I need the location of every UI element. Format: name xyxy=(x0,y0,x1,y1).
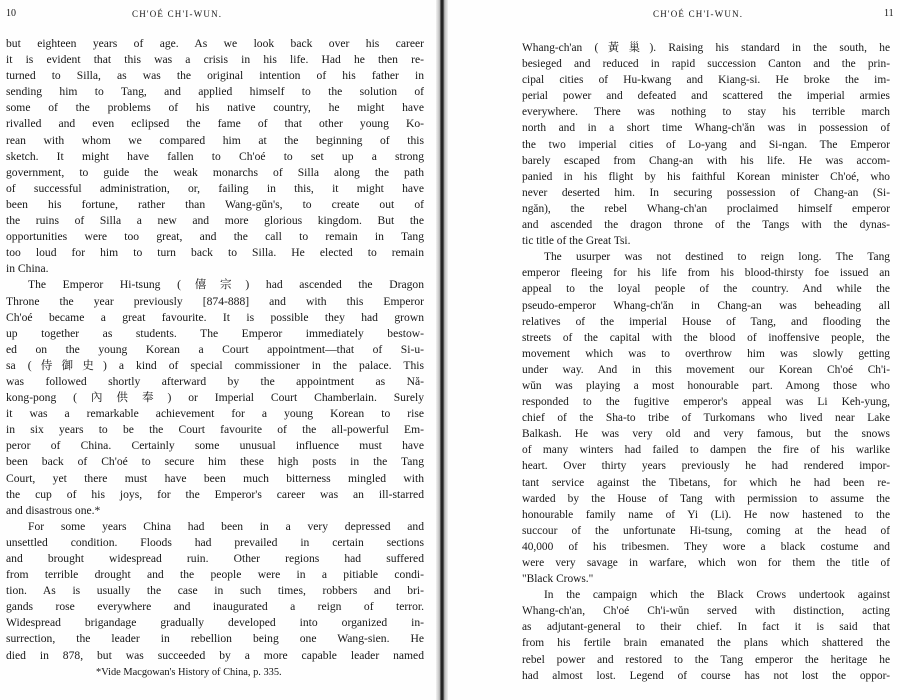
text-line: it was a remarkable achievement for a young Korean to rise xyxy=(6,407,424,421)
text-line: For some years China had been in a very depressed and xyxy=(28,519,424,533)
text-line: The Emperor Hi-tsung (僖宗) had ascended the Dragon xyxy=(28,278,424,292)
text-line: died in 878, but was succeeded by a more capable leader named xyxy=(6,648,424,662)
running-header: CH'OÉ CH'I-WUN. xyxy=(132,9,223,19)
text-line: pseudo-emperor Whang-ch'ăn in Chang-an was beheading all xyxy=(522,299,890,312)
text-line: sending him to Tang, and applied himself to the solution of xyxy=(6,85,424,99)
text-line: opportunities were too great, and the call to remain in Tang xyxy=(6,230,424,244)
text-line: Whang-ch'an (黃巢). Raising his standard in the south, he xyxy=(522,42,890,54)
text-line: barely escaped from Chang-an with his life. He was accom- xyxy=(522,154,890,167)
text-line: The usurper was not destined to reign long. The Tang xyxy=(544,251,890,264)
body-text xyxy=(522,40,890,684)
text-line: everywhere. There was nothing to stay his terrible march xyxy=(522,106,890,119)
text-line: rean with whom we compared him at the beginning of this xyxy=(6,133,424,147)
text-line: Ch'oé became a great favourite. It is possible they had grown xyxy=(6,310,424,324)
text-line: warded by the House of Tang with permission to assume the xyxy=(522,492,890,505)
text-line: kong-pong (內供奉) or Imperial Court Chamberlain. Surely xyxy=(6,391,424,405)
text-line: surrection, the leader in rebellion being one Wang-sien. He xyxy=(6,632,424,646)
text-line: Whang-ch'an, Ch'oé Ch'i-wŭn served with distinction, acting xyxy=(522,605,890,618)
text-line: cipal cities of Hu-kwang and Kiang-si. He broke the im- xyxy=(522,74,890,87)
text-line: panied in his flight by his faithful Korean minister Ch'oé, who xyxy=(522,170,890,183)
text-line: Throne the year previously [874-888] and with this Emperor xyxy=(6,294,424,308)
text-line: but eighteen years of age. As we look back over his career xyxy=(6,37,424,50)
page-number: 11 xyxy=(884,8,894,19)
text-line: turned to Silla, as was the original intention of his father in xyxy=(6,69,424,83)
text-line: chief of the Sha-to tribe of Turkomans who lived near Lake xyxy=(522,412,890,425)
text-line: appeal to the loyal people of the country. And while the xyxy=(522,283,890,296)
text-line: tic title of the Great Tsi. xyxy=(522,235,631,248)
left-page xyxy=(0,0,440,700)
text-line: from his fertile brain emanated the plans which shattered the xyxy=(522,637,890,650)
text-line: the ruins of Silla a new and more glorious kingdom. But the xyxy=(6,214,424,228)
text-line: peror of China. Certainly some unusual influence must have xyxy=(6,439,424,453)
text-line: ed on the young Korean a Court appointment—that of Si-u- xyxy=(6,342,424,356)
text-line: Balkash. He was very old and very famous, but the snows xyxy=(522,428,890,441)
text-line: tant service against the Tibetans, for which he had been re- xyxy=(522,476,890,489)
text-line: were very savage in warfare, which won for them the title of xyxy=(522,557,890,569)
text-line: rivalled and even eclipsed the fame of that other young Ko- xyxy=(6,117,424,131)
text-line: of many winters had failed to dampen the fire of his warlike xyxy=(522,444,890,457)
text-line: Widespread brigandage gradually developed into organized in- xyxy=(6,616,424,630)
text-line: 40,000 of his tribesmen. They wore a black costume and xyxy=(522,540,890,553)
book-gutter xyxy=(436,0,448,700)
text-line: government, to guide the weak monarchs of Silla along the path xyxy=(6,165,424,179)
text-line: In the campaign which the Black Crows undertook against xyxy=(544,589,890,602)
text-line: honourable family name of Yi (Li). He now hastened to the xyxy=(522,508,890,521)
text-line: and disastrous one.* xyxy=(6,503,101,517)
text-line: ngăn), the rebel Whang-ch'an proclaimed himself emperor xyxy=(522,202,890,215)
text-line: was followed shortly afterward by the appointment as Nă- xyxy=(6,374,424,388)
text-line: wŭn was playing a most honourable part. Among those who xyxy=(522,379,890,392)
text-line: rebel power and restored to the Tang emperor the heritage he xyxy=(522,653,890,666)
text-line: movement which was to overthrow him was slowly getting xyxy=(522,347,890,360)
text-line: up together as students. The Emperor immediately bestow- xyxy=(6,326,424,340)
text-line: of successful administration, or, failing in this, it might have xyxy=(6,181,424,195)
text-line: tion. As is usually the case in such times, robbers and bri- xyxy=(6,584,424,598)
text-line: unsettled condition. Floods had prevailed in certain sections xyxy=(6,535,424,549)
text-line: and ascended the dragon throne of the Tangs with the dynas- xyxy=(522,219,890,232)
text-line: some of the problems of his native country, he might have xyxy=(6,101,424,115)
text-line: from terrible drought and the people were in a pitiable condi- xyxy=(6,568,424,582)
text-line: the cup of his joys, for the Emperor's career was an ill-starred xyxy=(6,487,424,501)
text-line: north and in a short time Whang-ch'ăn was in possession of xyxy=(522,122,890,135)
text-line: gands rose everywhere and inaugurated a reign of terror. xyxy=(6,600,424,614)
text-line: sa (侍御史) a kind of special commissioner in the palace. This xyxy=(6,358,424,372)
text-line: Court, yet there must have been much bitterness mingled with xyxy=(6,471,424,485)
text-line: it is evident that this was a crisis in his life. Had he then re- xyxy=(6,53,424,67)
text-line: perial power and defeated and scattered the imperial armies xyxy=(522,90,890,103)
text-line: "Black Crows." xyxy=(522,573,594,586)
text-line: emperor fleeing for his life from his blood-thirsty foe issued an xyxy=(522,267,890,280)
text-line: been his fortune, rather than Wang-gŭn's, to create out of xyxy=(6,197,424,211)
page-number: 10 xyxy=(6,8,16,19)
text-line: besieged and reduced in rapid succession Canton and the prin- xyxy=(522,58,890,71)
text-line: been back of Ch'oé to secure him these high posts in the Tang xyxy=(6,455,424,469)
text-line: heart. Over thirty years previously he had rendered impor- xyxy=(522,460,890,473)
text-line: the two imperial cities of Lo-yang and Si-ngan. The Emperor xyxy=(522,138,890,151)
text-line: as adjutant-general to their chief. In fact it is said that xyxy=(522,621,890,634)
text-line: and brought widespread ruin. Other regions had suffered xyxy=(6,552,424,565)
right-page xyxy=(448,0,900,700)
text-line: responded to the fugitive emperor's appeal was Li Keh-yung, xyxy=(522,396,890,409)
text-line: in China. xyxy=(6,262,49,276)
body-text xyxy=(6,36,424,664)
text-line: sketch. It might have fallen to Ch'oé to set up a strong xyxy=(6,149,424,163)
text-line: streets of the capital with the blood of inoffensive people, the xyxy=(522,331,890,344)
text-line: had almost lost. Legend of course has not lost the oppor- xyxy=(522,669,890,682)
text-line: never deserted him. In securing possession of Chang-an (Si- xyxy=(522,186,890,199)
text-line: relatives of the imperial House of Tang, and flooding the xyxy=(522,315,890,328)
text-line: in six years to be the Court favourite of the all-powerful Em- xyxy=(6,423,424,437)
footnote: *Vide Macgowan's History of China, p. 335. xyxy=(96,667,282,678)
running-header: CH'OÉ CH'I-WUN. xyxy=(653,9,744,19)
text-line: too loud for him to turn back to Silla. He elected to remain xyxy=(6,246,424,260)
text-line: under way. And in this movement our Korean Ch'oé Ch'i- xyxy=(522,363,890,376)
text-line: succour of the unfortunate Hi-tsung, coming at the head of xyxy=(522,524,890,537)
